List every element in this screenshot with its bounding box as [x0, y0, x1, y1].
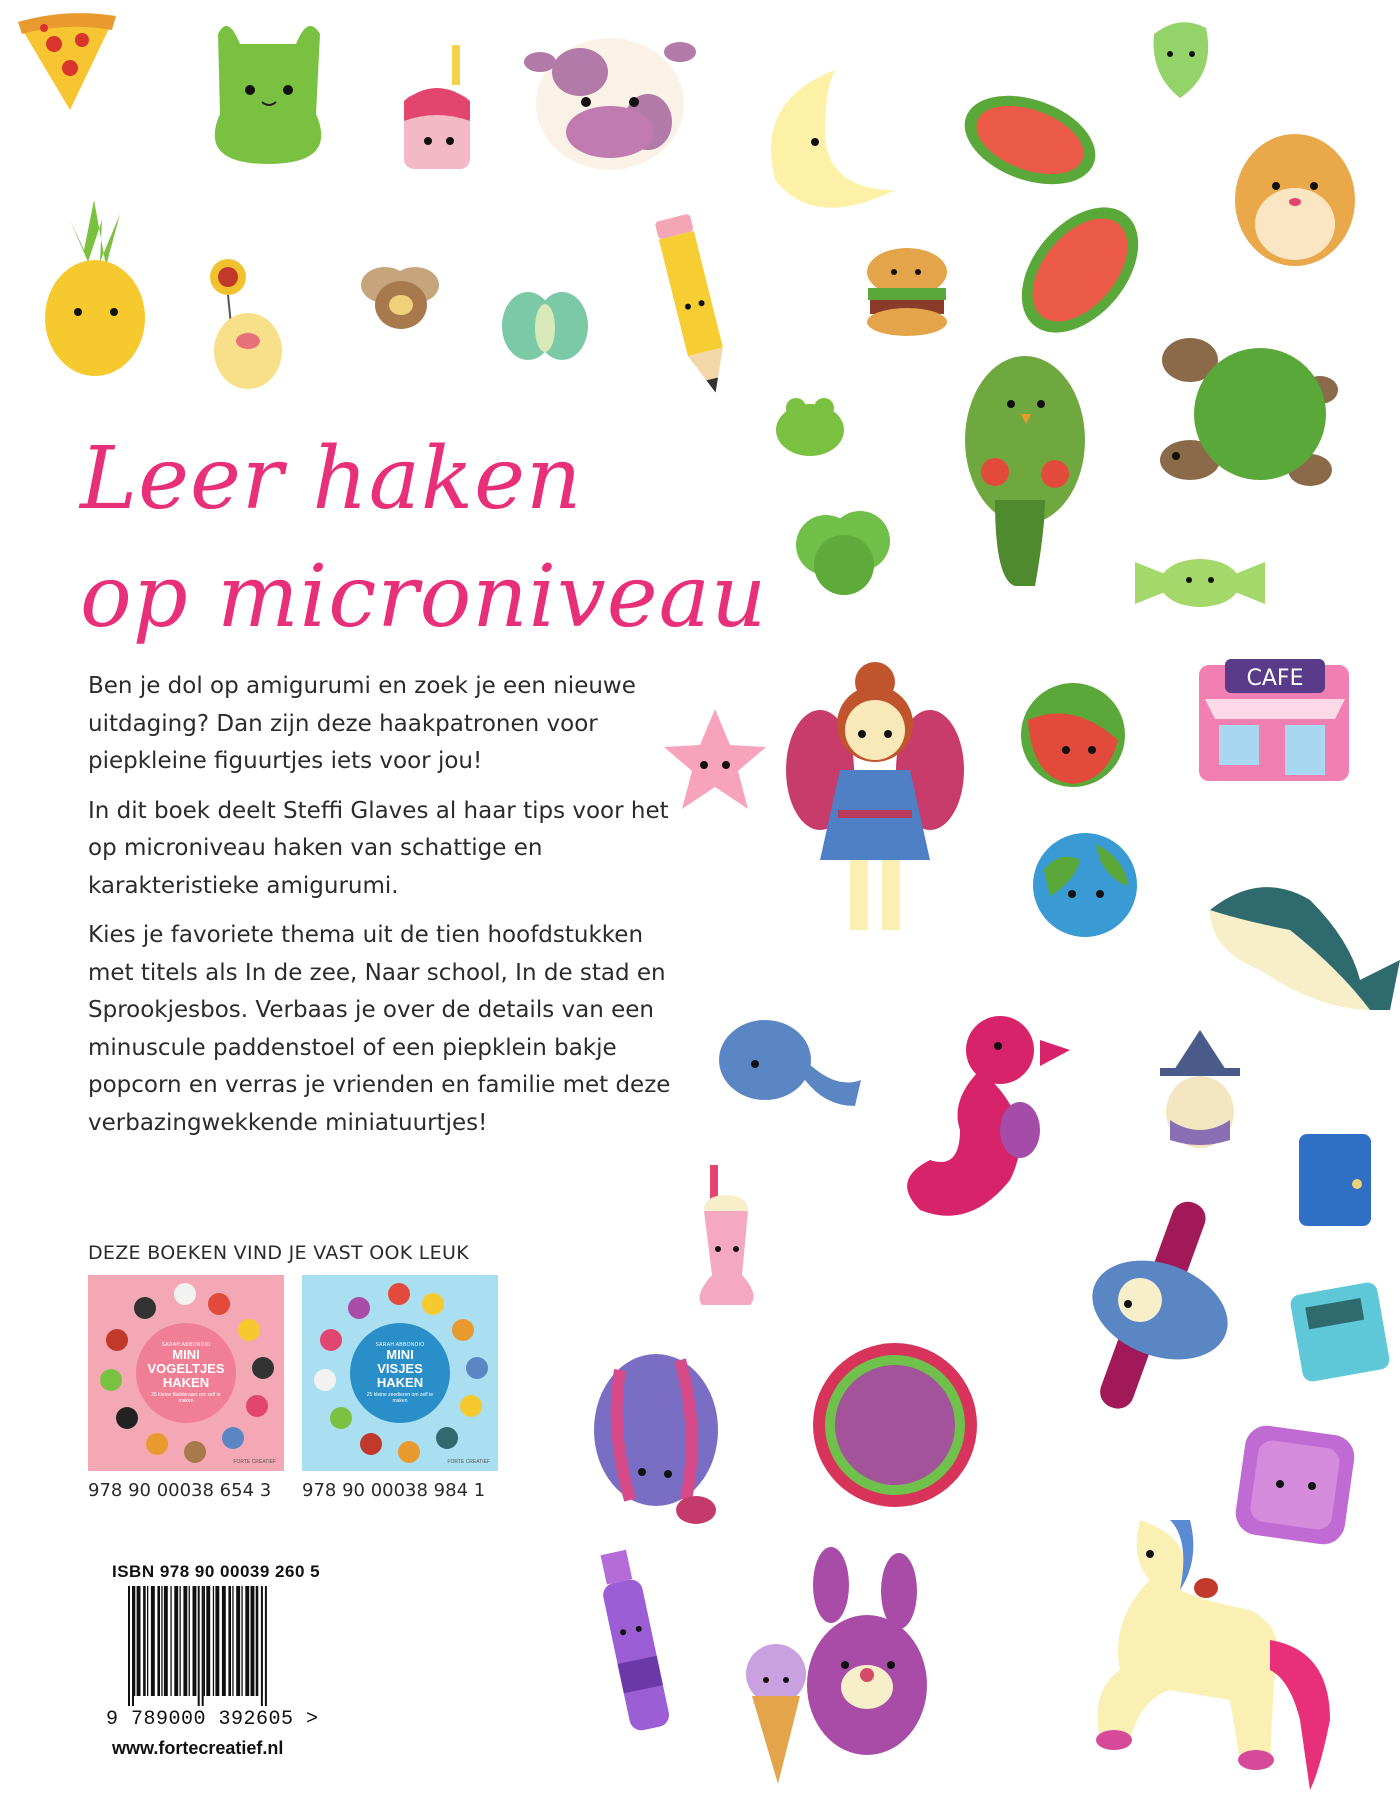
barcode-bar — [143, 1586, 146, 1696]
ice-cream-figure — [730, 1640, 820, 1790]
strawberry-figure — [1018, 680, 1128, 790]
cover-author: SARAH ABBONDIO — [375, 1342, 425, 1348]
blurb-paragraph: Ben je dol op amigurumi en zoek je een nieuwe uitdaging? Dan zijn deze haakpatronen voor piepkleine figuurtjes iets voor jou! — [88, 673, 636, 774]
earth-figure — [1030, 830, 1140, 940]
cover-title: VISJES — [377, 1361, 423, 1376]
cover-subtitle: 25 kleine zeedieren om zelf te maken — [366, 1392, 434, 1404]
barcode-bar — [132, 1586, 134, 1706]
barcode-bar — [147, 1586, 148, 1696]
cover-subtitle: 25 kleine fladderaars om zelf te maken — [151, 1392, 221, 1404]
fish-figure-icon — [466, 1357, 488, 1379]
cover-title: MINI — [386, 1347, 414, 1362]
bird-figure-icon — [146, 1433, 168, 1455]
cafe-figure — [1195, 655, 1355, 785]
barcode-bar — [204, 1586, 205, 1696]
fish-figure-icon — [360, 1433, 382, 1455]
hot-air-balloon-figure — [590, 1350, 730, 1530]
calculator-figure — [1290, 1282, 1390, 1382]
butterfly-figure — [500, 282, 590, 372]
cow-figure — [520, 12, 700, 182]
barcode-bar — [137, 1586, 141, 1696]
cover-publisher: FORTE CREATIEF — [447, 1459, 490, 1465]
barcode-bar — [151, 1586, 155, 1696]
headline-line-1: Leer haken — [80, 429, 583, 529]
bird-figure-icon — [116, 1407, 138, 1429]
barcode-bar — [134, 1586, 135, 1696]
cover-publisher: FORTE CREATIEF — [233, 1459, 276, 1465]
pencil-figure — [655, 215, 735, 405]
website-url[interactable]: www.fortecreatief.nl — [112, 1738, 284, 1758]
fish-figure-icon — [330, 1407, 352, 1429]
related-book-cover[interactable] — [88, 1275, 284, 1471]
barcode-bar — [245, 1586, 249, 1696]
svg-text:CAFE: CAFE — [1246, 666, 1304, 691]
flip-flop-figure — [1010, 195, 1150, 345]
sun-hat-figure — [810, 1340, 980, 1510]
milkshake-figure — [690, 1165, 780, 1315]
barcode-bar — [222, 1586, 226, 1696]
crayon-figure — [590, 1550, 680, 1740]
fish-figure-icon — [460, 1395, 482, 1417]
fish-figure-icon — [388, 1283, 410, 1305]
barcode-bar — [251, 1586, 255, 1696]
cover-author: SARAH ABBONDIO — [161, 1342, 211, 1348]
avocado-bird-figure — [955, 350, 1095, 590]
fish-figure-icon — [314, 1369, 336, 1391]
bird-figure-icon — [184, 1441, 206, 1463]
isbn-label: ISBN 978 90 00039 260 5 — [112, 1562, 321, 1581]
fish-figure-icon — [348, 1297, 370, 1319]
cover-title: HAKEN — [376, 1375, 424, 1390]
barcode-bar — [236, 1586, 240, 1696]
green-bean-figure — [1140, 14, 1220, 104]
barcode-bar — [157, 1586, 160, 1696]
barcode-bar — [174, 1586, 178, 1696]
pineapple-figure — [40, 200, 150, 380]
moon-figure — [745, 60, 915, 230]
bird-figure-icon — [246, 1395, 268, 1417]
fish-figure-icon — [422, 1293, 444, 1315]
barcode-bar — [170, 1586, 171, 1696]
broccoli-figure — [790, 505, 900, 605]
barcode-bar — [128, 1586, 130, 1706]
bird-figure-icon — [100, 1369, 122, 1391]
barcode-bar — [256, 1586, 259, 1696]
bird-figure-icon — [238, 1319, 260, 1341]
barcode-bar — [261, 1586, 263, 1706]
cover-title: MINI — [172, 1347, 200, 1362]
bee-figure — [355, 255, 445, 335]
related-book-isbn: 978 90 00038 654 3 — [88, 1480, 272, 1501]
related-book-isbn: 978 90 00038 984 1 — [302, 1480, 486, 1501]
barcode-bar — [180, 1586, 181, 1696]
plane-figure — [1050, 1200, 1280, 1410]
barcode-bar — [202, 1586, 204, 1706]
barcode-bar — [215, 1586, 219, 1696]
green-alien-figure — [198, 14, 338, 174]
barcode-bar — [198, 1586, 200, 1706]
balloon-girl-figure — [188, 255, 288, 395]
frog-figure — [770, 388, 850, 458]
cover-title-block — [350, 1323, 450, 1423]
barcode-bar — [183, 1586, 187, 1696]
whale-figure — [715, 1010, 865, 1110]
bird-figure-icon — [208, 1293, 230, 1315]
barcode-bar — [193, 1586, 197, 1696]
headline-line-2: op microniveau — [80, 547, 768, 647]
barcode-bar — [241, 1586, 242, 1696]
fish-figure-icon — [398, 1441, 420, 1463]
cover-title-block — [136, 1323, 236, 1423]
cover-title: VOGELTJES — [147, 1361, 225, 1376]
bird-figure-icon — [222, 1427, 244, 1449]
barcode-bar — [161, 1586, 162, 1696]
blurb — [88, 668, 688, 1154]
unicorn-figure — [1030, 1500, 1370, 1800]
hamster-figure — [1230, 120, 1360, 270]
blurb-paragraph: Kies je favoriete thema uit de tien hoofdstukken met titels als In de zee, Naar school, In de stad en Sprookjesbos. Verbaas je over de details van een minuscule paddenstoel of een piepklein bakje popcorn en verras je vrienden en familie met deze verbazingwekkende miniatuurtjes! — [88, 922, 671, 1136]
barcode-bar — [189, 1586, 190, 1696]
bird-figure-icon — [106, 1329, 128, 1351]
fish-figure-icon — [436, 1427, 458, 1449]
fairy-figure — [780, 660, 970, 940]
candy-figure — [1135, 548, 1265, 618]
burger-figure — [852, 242, 962, 342]
blurb-paragraph: In dit boek deelt Steffi Glaves al haar tips voor het op microniveau haken van schattige en karakteristieke amigurumi. — [88, 797, 669, 899]
barcode-bar — [164, 1586, 168, 1696]
barcode — [126, 1586, 312, 1706]
barcode-bar — [228, 1586, 231, 1696]
witch-hat-figure — [1150, 1030, 1250, 1150]
bird-figure-icon — [174, 1283, 196, 1305]
barcode-bar — [213, 1586, 214, 1696]
notebook-figure — [1295, 1130, 1375, 1230]
related-books-heading: DEZE BOEKEN VIND JE VAST OOK LEUK — [88, 1242, 469, 1264]
flip-flop-figure — [960, 95, 1100, 185]
bird-figure-icon — [252, 1357, 274, 1379]
barcode-bar — [265, 1586, 267, 1706]
barcode-bar — [232, 1586, 233, 1696]
birthday-cake-figure — [400, 45, 480, 175]
cover-title: HAKEN — [162, 1375, 210, 1390]
headline — [80, 420, 768, 656]
bird-figure-icon — [134, 1297, 156, 1319]
pizza-slice-figure — [14, 14, 124, 114]
barcode-bar — [206, 1586, 210, 1696]
barcode-digits: 9 789000 392605 > — [106, 1708, 319, 1731]
fish-figure-icon — [320, 1329, 342, 1351]
fish-figure-icon — [452, 1319, 474, 1341]
turtle-figure — [1150, 330, 1340, 500]
related-book-cover[interactable] — [302, 1275, 498, 1471]
